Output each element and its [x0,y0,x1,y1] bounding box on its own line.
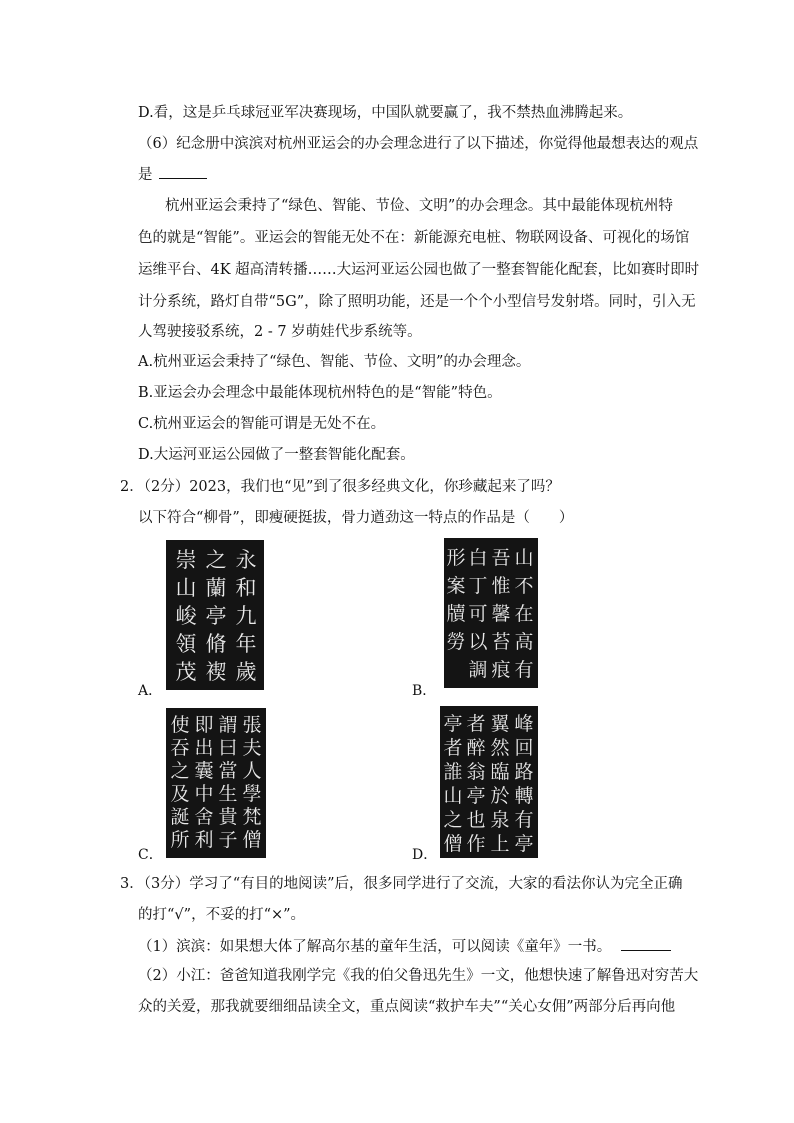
passage-line: 色的就是“智能”。亚运会的智能无处不在：新能源充电桩、物联网设备、可视化的场馆 [138,230,690,246]
sub-question-6-line1: （6）纪念册中滨滨对杭州亚运会的办会理念进行了以下描述，你觉得他最想表达的观点 [138,136,699,152]
option-d-text: D.看，这是乒乓球冠亚军决赛现场，中国队就要赢了，我不禁热血沸腾起来。 [138,105,633,121]
question-3-stem-line2: 的打“√”，不妥的打“×”。 [138,907,306,923]
calligraphy-column: 之 蘭 亭 脩 褉 [205,548,227,684]
choice-a: A.杭州亚运会秉持了“绿色、智能、节俭、文明”的办会理念。 [138,354,531,370]
calligraphy-column: 峰 回 路 轉 有 亭 [514,713,534,855]
calligraphy-column: 亭 者 誰 山 之 僧 [443,713,463,855]
calligraphy-column: 者 醉 翁 亭 也 作 [466,713,486,855]
question-3-item1 [138,936,671,957]
passage-line: 运维平台、4K 超高清转播……大运河亚运公园也做了一整套智能化配套，比如赛时即时 [138,262,700,278]
passage-line: 杭州亚运会秉持了“绿色、智能、节俭、文明”的办会理念。其中最能体现杭州特 [165,198,673,214]
choice-c: C.杭州亚运会的智能可谓是无处不在。 [138,416,386,432]
calligraphy-image-c [166,708,266,858]
option-label-d: D． [412,847,438,863]
calligraphy-column: 使 吞 之 及 誕 所 [170,714,190,851]
question-3-item2-line1: （2）小江：爸爸知道我刚学完《我的伯父鲁迅先生》一文，他想快速了解鲁迅对穷苦大 [138,968,699,984]
question-3-stem-line1: 3．（3分）学习了“有目的地阅读”后，很多同学进行了交流，大家的看法你认为完全正确 [120,876,683,892]
calligraphy-column: 吾 惟 馨 苔 痕 [491,547,511,681]
calligraphy-image-d [440,706,538,858]
question-3-item2-line2: 众的关爱，那我就要细细品读全文，重点阅读“救护车夫”“关心女佣”两部分后再向他 [138,999,676,1015]
item1-text: （1）滨滨：如果想大体了解高尔基的童年生活，可以阅读《童年》一书。 [138,939,612,955]
option-label-c: C． [138,847,163,863]
option-label-b: B． [412,683,437,699]
sub-question-6-prefix: 是 [138,167,153,183]
calligraphy-column: 崇 山 峻 領 茂 [175,548,197,684]
calligraphy-column: 即 出 囊 中 舍 利 [194,714,214,851]
calligraphy-column: 謂 曰 當 生 貴 子 [218,714,238,851]
choice-d: D.大运河亚运公园做了一整套智能化配套。 [138,447,415,463]
answer-blank [159,164,207,179]
option-label-a: A． [138,683,163,699]
choice-b: B.亚运会办会理念中最能体现杭州特色的是“智能”特色。 [138,385,502,401]
answer-blank [621,936,671,951]
passage-line: 人驾驶接驳系统，2 - 7 岁萌娃代步系统等。 [138,324,422,340]
calligraphy-column: 翼 然 臨 於 泉 上 [490,713,510,855]
calligraphy-image-b [444,538,538,688]
calligraphy-column: 永 和 九 年 歲 [235,548,257,684]
calligraphy-image-a [166,540,264,690]
question-2-stem: 2．（2分）2023，我们也“见”到了很多经典文化，你珍藏起来了吗？ [120,479,560,495]
calligraphy-column: 形 案 牘 勞 [446,547,466,653]
passage-line: 计分系统，路灯自带“5G”，除了照明功能，还是一个个小型信号发射塔。同时，引入无 [138,294,696,310]
sub-question-6-line2 [138,164,207,185]
question-2-prompt: 以下符合“柳骨”，即瘦硬挺拔，骨力遒劲这一特点的作品是（ ） [138,510,574,526]
calligraphy-column: 山 不 在 高 有 [514,547,534,681]
calligraphy-column: 白 丁 可 以 調 [468,547,488,681]
calligraphy-column: 張 夫 人 學 梵 僧 [242,714,262,851]
